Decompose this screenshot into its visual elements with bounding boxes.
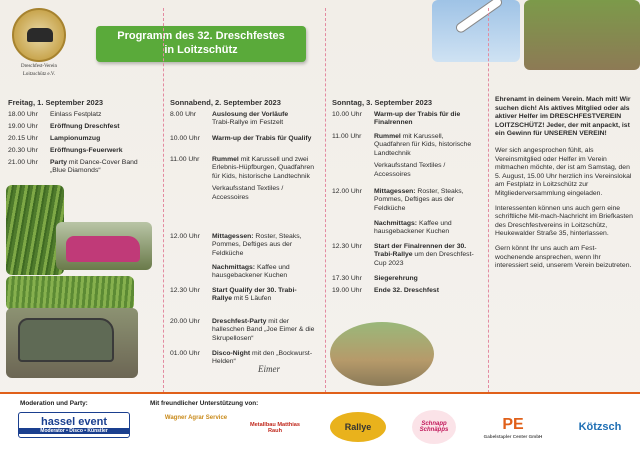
saturday-column: Sonnabend, 2. September 2023 8.00 Uhr Auslosung der Vorläufe Trabi-Rallye im Festzelt 10.00 Uhr Warm-up der Trabis für Qualify 11.00 Uhr Rummel mit Karussell und zwei Erlebnis-Hüpfburgen, Quadfahren für Kids, historische Landtechnik Verkaufsstand Textiles / Accessoires 12.00 Uhr Mittagessen: Roster, Steaks, Pommes, Deftiges aus der Feldküche Nachmittags: Kaffee und hausgebackener Kuchen 12.30 Uhr Start Qualify der 30. Trabi-Rallye mit 5 Läufen 20.00 Uhr Dreschfest-Party mit der halleschen Band „Joe Eimer & die Skrupellosen“ 01.00 Uhr Disco-Night mit den „Bockwurst-Helden“ [170, 98, 322, 107]
pe-gabelstapler-logo: PE Gabelstapler Center GmbH [483, 415, 543, 439]
metallbau-logo: Metallbau Matthias Rauh [249, 422, 301, 434]
race-cars-photo [524, 0, 640, 70]
schnapp-logo: Schnapp Schnäpps [412, 410, 456, 444]
car-emblem [12, 8, 66, 62]
rallye-logo: Rallye [330, 412, 386, 442]
fold-line-1 [163, 8, 164, 393]
notice-paragraph-3: Gern könnt Ihr uns auch am Fest-wochenende ansprechen, wenn Ihr interessiert seid, unserem Verein beizutreten. [495, 244, 632, 270]
sponsor-footer [0, 392, 640, 459]
koetzsch-logo: Kötzsch [578, 421, 622, 433]
logo-caption-2: Loitzschütz e.V. [22, 72, 56, 77]
fold-line-2 [325, 8, 326, 393]
schedule-row: 21.00 Uhr Party mit Dance-Cover Band „Blue Diamonds“ [8, 159, 138, 175]
notice-intro: Ehrenamt in deinem Verein. Mach mit! Wir suchen dich! Als aktives Mitglied oder als aktiver Helfer im DRESCHFESTVEREIN LOITZSCHÜTZ! Jeder, der mit anpackt, ist ein Gewinn für UNSEREN VEREIN! [495, 96, 631, 138]
sunday-column: Sonntag, 3. September 2023 10.00 Uhr Warm-up der Trabis für die Finalrennen 11.00 Uhr Rummel mit Karussell, Quadfahren für Kids, historische Landtechnik Verkaufsstand Textiles / Accessoires 12.00 Uhr Mittagessen: Roster, Steaks, Pommes, Deftiges aus der Feldküche Nachmittags: Kaffee und hausgebackener Kuchen 12.30 Uhr Start der Finalrennen der 30. Trabi-Rallye um den Dreschfest-Cup 2023 17.30 Uhr Siegerehrung 19.00 Uhr Ende 32. Dreschfest [332, 98, 484, 107]
event-crowd-photo [330, 322, 434, 386]
signature: Eimer [258, 364, 280, 374]
club-logo [8, 8, 70, 80]
friday-column: Freitag, 1. September 2023 18.00 Uhr Einlass Festplatz 19.00 Uhr Eröffnung Dreschfest 20.15 Uhr Lampionumzug 20.30 Uhr Eröffnungs-Feuerwerk 21.00 Uhr Party mit Dance-Cover Band „Blue Diamonds“ [8, 98, 158, 107]
friday-heading: Freitag, 1. September 2023 [8, 98, 104, 107]
fold-line-3 [488, 8, 489, 393]
volunteer-notice [495, 96, 635, 271]
logo-caption-1: Dreschfest-Verein [20, 64, 58, 69]
notice-paragraph-1: Wer sich angesprochen fühlt, als Vereinsmitglied oder Helfer im Verein mitmachen möchte, der ist am Samstag, den 5. August, 15.00 Uhr herzlich ins Vereinslokal am Festplatz in Loitzschütz zur Mitgliederversammlung eingeladen. [495, 146, 632, 197]
trabi-race-photo [56, 222, 152, 270]
saturday-heading: Sonnabend, 2. September 2023 [170, 98, 281, 107]
notice-paragraph-2: Interessenten können uns auch gern eine schriftliche Mit-mach-Nachricht im Briefkasten des Dreschfestvereins in Loitzschütz, Heukewalder Straße 35, hinterlassen. [495, 204, 633, 238]
support-label: Mit freundlicher Unterstützung von: [150, 400, 259, 407]
sunday-heading: Sonntag, 3. September 2023 [332, 98, 433, 107]
airplane-photo [432, 0, 520, 62]
wagner-agrar-logo: Wagner Agrar Service [164, 415, 228, 421]
banner-line-1: Programm des 32. Dreschfestes [117, 30, 285, 42]
hassel-event-logo: hassel event Moderator • Disco • Künstler [18, 412, 130, 438]
banner-line-2: in Loitzschütz [164, 44, 238, 56]
trabi-car-photo [6, 308, 138, 378]
program-banner [96, 26, 306, 62]
moderation-label: Moderation und Party: [20, 400, 88, 407]
cornfield-photo-2 [6, 276, 134, 310]
